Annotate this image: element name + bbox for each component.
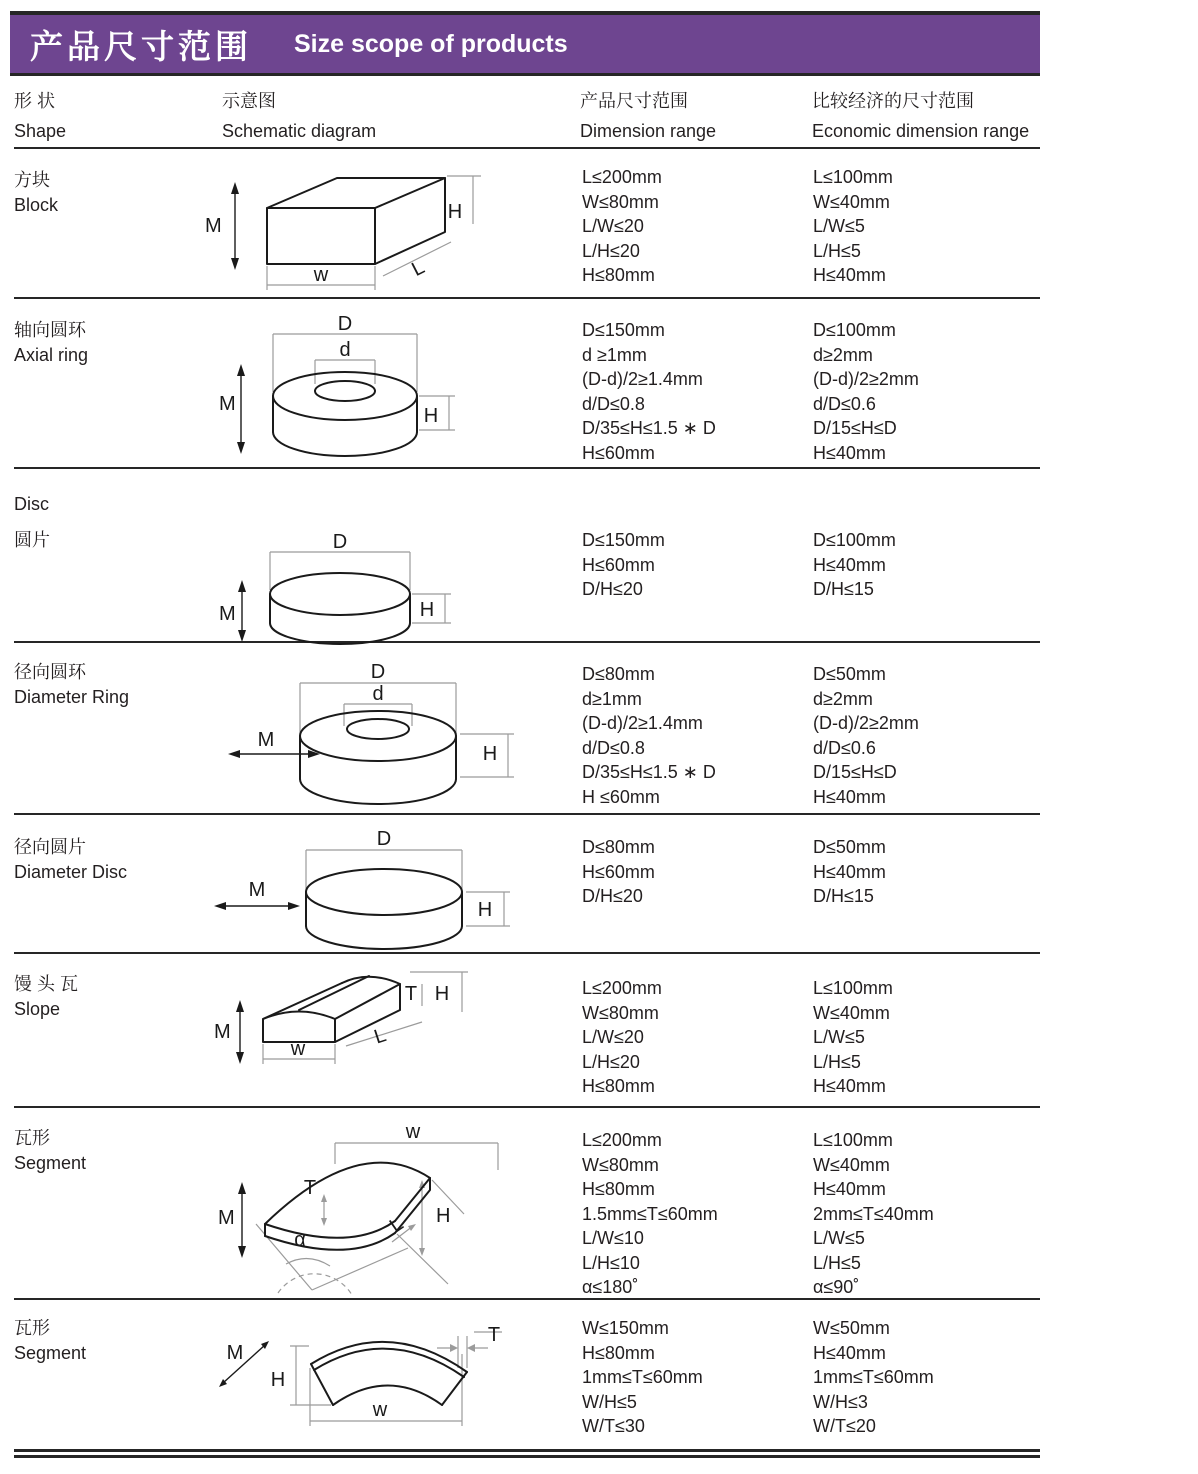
row-name-line2: Diameter Ring xyxy=(14,687,130,707)
dimension-range-disc xyxy=(582,528,665,602)
dimension-line: 1mm≤T≤60mm xyxy=(582,1367,703,1387)
label-T: T xyxy=(487,1324,501,1346)
slope-schematic-diagram xyxy=(170,966,515,1104)
label-w: w xyxy=(290,1038,306,1060)
dimension-line: 2mm≤T≤40mm xyxy=(813,1203,934,1224)
row-label-diameter-ring xyxy=(14,660,129,710)
label-H: H xyxy=(270,1369,286,1391)
dimension-line: D≤50mm xyxy=(813,664,886,684)
disc-outline xyxy=(270,573,410,644)
disc-schematic-diagram xyxy=(215,524,525,642)
m-axis-arrow xyxy=(238,1182,246,1258)
dimension-line: α≤180˚ xyxy=(582,1277,639,1297)
column-header-zh: 比较经济的尺寸范围 xyxy=(812,91,974,111)
dimension-line: L/W≤5 xyxy=(813,216,865,236)
separator-line xyxy=(14,467,1040,469)
dimension-line: W/H≤5 xyxy=(582,1391,637,1412)
header-bottom-rule xyxy=(10,73,1040,76)
label-M: M xyxy=(226,1342,244,1364)
m-axis-arrow xyxy=(228,750,320,758)
dimension-range-block xyxy=(582,165,662,288)
row-label-axial-ring xyxy=(14,318,88,368)
label-M: M xyxy=(218,1207,235,1229)
dimension-line: L≤100mm xyxy=(813,167,893,187)
dimension-line: L/W≤5 xyxy=(813,1027,865,1047)
label-M: M xyxy=(257,729,275,751)
dimension-line: H≤80mm xyxy=(582,265,655,285)
dimension-lines xyxy=(290,1332,502,1426)
dimension-line: D≤100mm xyxy=(813,320,896,340)
label-D: D xyxy=(376,828,392,850)
row-name-line1: 馒 头 瓦 xyxy=(14,974,79,994)
dimension-line: L/H≤20 xyxy=(582,240,640,261)
dimension-line: L/W≤10 xyxy=(582,1228,644,1248)
row-name-line1: 径向圆环 xyxy=(14,662,86,682)
dimension-line: d/D≤0.6 xyxy=(813,737,876,758)
dimension-line: H≤60mm xyxy=(582,861,655,882)
row-name-line2: Block xyxy=(14,195,59,215)
dimension-range-segment-1 xyxy=(582,1128,718,1300)
dimension-line: W≤80mm xyxy=(582,1154,659,1175)
dimension-line: H≤40mm xyxy=(813,1342,886,1363)
label-D: D xyxy=(332,531,348,553)
separator-line xyxy=(14,1106,1040,1108)
dimension-line: W/T≤30 xyxy=(582,1416,645,1436)
dimension-line: H ≤60mm xyxy=(582,786,660,807)
label-M: M xyxy=(219,603,236,625)
title-bar xyxy=(10,15,1040,73)
label-M: M xyxy=(219,393,236,415)
dimension-line: W/T≤20 xyxy=(813,1416,876,1436)
row-label-segment-2 xyxy=(14,1316,86,1366)
dimension-line: L/H≤10 xyxy=(582,1252,640,1273)
dimension-line: d≥2mm xyxy=(813,688,873,709)
column-header-en: Shape xyxy=(14,121,67,141)
economic-range-diameter-disc xyxy=(813,835,886,909)
row-name-line2: Slope xyxy=(14,999,61,1019)
dimension-line: D/35≤H≤1.5 ∗ D xyxy=(582,762,716,782)
block-outline xyxy=(267,178,445,264)
dimension-line: D≤80mm xyxy=(582,664,655,684)
diameter-ring-schematic-diagram xyxy=(210,656,555,811)
dimension-line: d ≥1mm xyxy=(582,344,647,365)
dimension-line: W≤40mm xyxy=(813,191,890,212)
dimension-line: d≥2mm xyxy=(813,344,873,365)
dimension-line: L≤100mm xyxy=(813,1130,893,1150)
label-M: M xyxy=(205,215,222,237)
row-name-line1: 瓦形 xyxy=(14,1318,50,1338)
dimension-range-diameter-disc xyxy=(582,835,655,909)
dimension-lines xyxy=(256,1143,498,1295)
dimension-range-slope xyxy=(582,976,662,1099)
dimension-line: H≤40mm xyxy=(813,1076,886,1096)
row-label-segment-1 xyxy=(14,1126,86,1176)
dimension-line: H≤80mm xyxy=(582,1179,655,1199)
dimension-line: H≤40mm xyxy=(813,554,886,575)
label-H: H xyxy=(434,983,450,1005)
label-T: T xyxy=(404,983,418,1005)
dimension-range-diameter-ring xyxy=(582,662,716,809)
label-H: H xyxy=(482,743,498,765)
segment-3d-schematic-diagram xyxy=(200,1114,555,1296)
dimension-line: W/H≤3 xyxy=(813,1391,868,1412)
dimension-line: L/W≤20 xyxy=(582,1027,644,1047)
economic-range-slope xyxy=(813,976,893,1099)
label-H: H xyxy=(436,1205,451,1227)
dimension-line: 1.5mm≤T≤60mm xyxy=(582,1203,718,1224)
label-H: H xyxy=(419,599,435,621)
economic-range-diameter-ring xyxy=(813,662,919,809)
segment-outline xyxy=(311,1342,467,1405)
dimension-line: D≤150mm xyxy=(582,320,665,340)
economic-range-axial-ring xyxy=(813,318,919,465)
m-axis-arrow xyxy=(231,182,239,270)
disc-outline xyxy=(306,869,462,949)
label-w: w xyxy=(372,1399,388,1421)
separator-line xyxy=(14,813,1040,815)
separator-line xyxy=(14,952,1040,954)
dimension-line: H≤80mm xyxy=(582,1076,655,1096)
dimension-line: L≤200mm xyxy=(582,167,662,187)
row-name-line1: 轴向圆环 xyxy=(14,320,86,340)
dimension-line: W≤80mm xyxy=(582,1002,659,1023)
column-header-dimension xyxy=(580,86,716,146)
bottom-double-rule-bottom xyxy=(14,1455,1040,1458)
dimension-line: D≤150mm xyxy=(582,530,665,550)
label-L: L xyxy=(385,1212,408,1238)
dimension-line: d/D≤0.8 xyxy=(582,737,645,758)
dimension-line: W≤40mm xyxy=(813,1002,890,1023)
ring-outline xyxy=(273,372,417,456)
dimension-line: D/H≤20 xyxy=(582,886,643,906)
separator-line xyxy=(14,641,1040,643)
label-D: D xyxy=(370,661,386,683)
dimension-line: L/H≤5 xyxy=(813,1252,861,1273)
dimension-line: (D-d)/2≥2mm xyxy=(813,713,919,733)
column-header-en: Dimension range xyxy=(580,121,717,141)
dimension-line: D/15≤H≤D xyxy=(813,418,897,438)
dimension-line: H≤60mm xyxy=(582,554,655,575)
column-header-shape xyxy=(14,86,66,146)
column-header-zh: 产品尺寸范围 xyxy=(580,91,688,111)
dimension-line: H≤40mm xyxy=(813,442,886,463)
label-w: w xyxy=(405,1121,421,1143)
dimension-line: D≤50mm xyxy=(813,837,886,857)
dimension-line: D/H≤15 xyxy=(813,579,874,599)
economic-range-segment-2 xyxy=(813,1316,934,1439)
label-d: d xyxy=(339,339,351,361)
label-H: H xyxy=(447,201,463,223)
dimension-line: D/H≤15 xyxy=(813,886,874,906)
label-H: H xyxy=(477,899,493,921)
ring-outline xyxy=(300,711,456,804)
dimension-range-segment-2 xyxy=(582,1316,703,1439)
dimension-line: (D-d)/2≥1.4mm xyxy=(582,713,703,733)
dimension-line: L≤100mm xyxy=(813,978,893,998)
label-M: M xyxy=(214,1021,231,1043)
dimension-line: L≤200mm xyxy=(582,978,662,998)
row-name-line1: 径向圆片 xyxy=(14,837,86,857)
label-L: L xyxy=(371,1024,389,1049)
label-L: L xyxy=(408,256,429,281)
row-name-line2: Segment xyxy=(14,1153,87,1173)
row-name-line2: Segment xyxy=(14,1343,87,1363)
dimension-line: L/W≤20 xyxy=(582,216,644,236)
dimension-line: 1mm≤T≤60mm xyxy=(813,1367,934,1387)
dimension-line: D≤80mm xyxy=(582,837,655,857)
page-title-zh: 产品尺寸范围 xyxy=(30,27,252,65)
dimension-line: H≤40mm xyxy=(813,1179,886,1199)
axial-ring-schematic-diagram xyxy=(215,312,525,462)
m-axis-arrow xyxy=(214,902,300,910)
label-w: w xyxy=(313,264,329,286)
dimension-line: (D-d)/2≥2mm xyxy=(813,369,919,389)
dimension-line: W≤50mm xyxy=(813,1318,890,1338)
column-header-en: Economic dimension range xyxy=(812,121,1030,141)
row-name-line1: 方块 xyxy=(14,170,50,190)
row-name-line1: Disc xyxy=(14,494,49,514)
dimension-line: L/H≤5 xyxy=(813,1051,861,1072)
row-label-disc xyxy=(14,492,50,553)
m-axis-arrow xyxy=(238,580,246,642)
dimension-line: H≤40mm xyxy=(813,265,886,285)
block-schematic-diagram xyxy=(175,170,510,295)
bottom-double-rule-top xyxy=(14,1449,1040,1452)
column-header-zh: 示意图 xyxy=(222,91,276,111)
dimension-line: D/15≤H≤D xyxy=(813,762,897,782)
dimension-line: H≤40mm xyxy=(813,786,886,807)
dimension-line: L≤200mm xyxy=(582,1130,662,1150)
segment-front-schematic-diagram xyxy=(210,1310,560,1445)
label-H: H xyxy=(423,405,439,427)
dimension-line: L/H≤20 xyxy=(582,1051,640,1072)
label-alpha: α xyxy=(294,1229,306,1251)
dimension-line: W≤40mm xyxy=(813,1154,890,1175)
dimension-line: d/D≤0.8 xyxy=(582,393,645,414)
dimension-line: H≤60mm xyxy=(582,442,655,463)
row-label-diameter-disc xyxy=(14,835,127,885)
dimension-line: D/35≤H≤1.5 ∗ D xyxy=(582,418,716,438)
dimension-line: D/H≤20 xyxy=(582,579,643,599)
row-label-slope xyxy=(14,972,78,1022)
dimension-arrowheads xyxy=(450,1344,475,1352)
label-M: M xyxy=(248,879,266,901)
label-d: d xyxy=(372,683,384,705)
economic-range-block xyxy=(813,165,893,288)
dimension-line: L/W≤5 xyxy=(813,1228,865,1248)
dimension-line: (D-d)/2≥1.4mm xyxy=(582,369,703,389)
dimension-line: α≤90˚ xyxy=(813,1277,860,1297)
dimension-line: D≤100mm xyxy=(813,530,896,550)
row-name-line2: Diameter Disc xyxy=(14,862,128,882)
dimension-line: H≤40mm xyxy=(813,861,886,882)
row-name-line2: 圆片 xyxy=(14,530,50,550)
separator-line xyxy=(14,147,1040,149)
separator-line xyxy=(14,297,1040,299)
column-header-economic xyxy=(812,86,1029,146)
row-label-block xyxy=(14,168,58,218)
dimension-line: H≤80mm xyxy=(582,1342,655,1363)
dimension-line: d/D≤0.6 xyxy=(813,393,876,414)
economic-range-segment-1 xyxy=(813,1128,934,1300)
label-D: D xyxy=(337,313,353,335)
column-header-en: Schematic diagram xyxy=(222,121,377,141)
m-axis-arrow xyxy=(236,1000,244,1064)
dimension-line: W≤80mm xyxy=(582,191,659,212)
row-name-line1: 瓦形 xyxy=(14,1128,50,1148)
diameter-disc-schematic-diagram xyxy=(210,830,555,952)
label-T: T xyxy=(303,1177,317,1199)
dimension-range-axial-ring xyxy=(582,318,716,465)
page-title-en: Size scope of products xyxy=(294,29,568,58)
economic-range-disc xyxy=(813,528,896,602)
dimension-line: d≥1mm xyxy=(582,688,642,709)
row-name-line2: Axial ring xyxy=(14,345,89,365)
dimension-line: W≤150mm xyxy=(582,1318,669,1338)
m-axis-arrow xyxy=(237,364,245,454)
dimension-line: L/H≤5 xyxy=(813,240,861,261)
segment-outline xyxy=(265,1163,430,1250)
column-header-zh: 形 状 xyxy=(14,91,56,111)
column-header-schematic xyxy=(222,86,376,146)
